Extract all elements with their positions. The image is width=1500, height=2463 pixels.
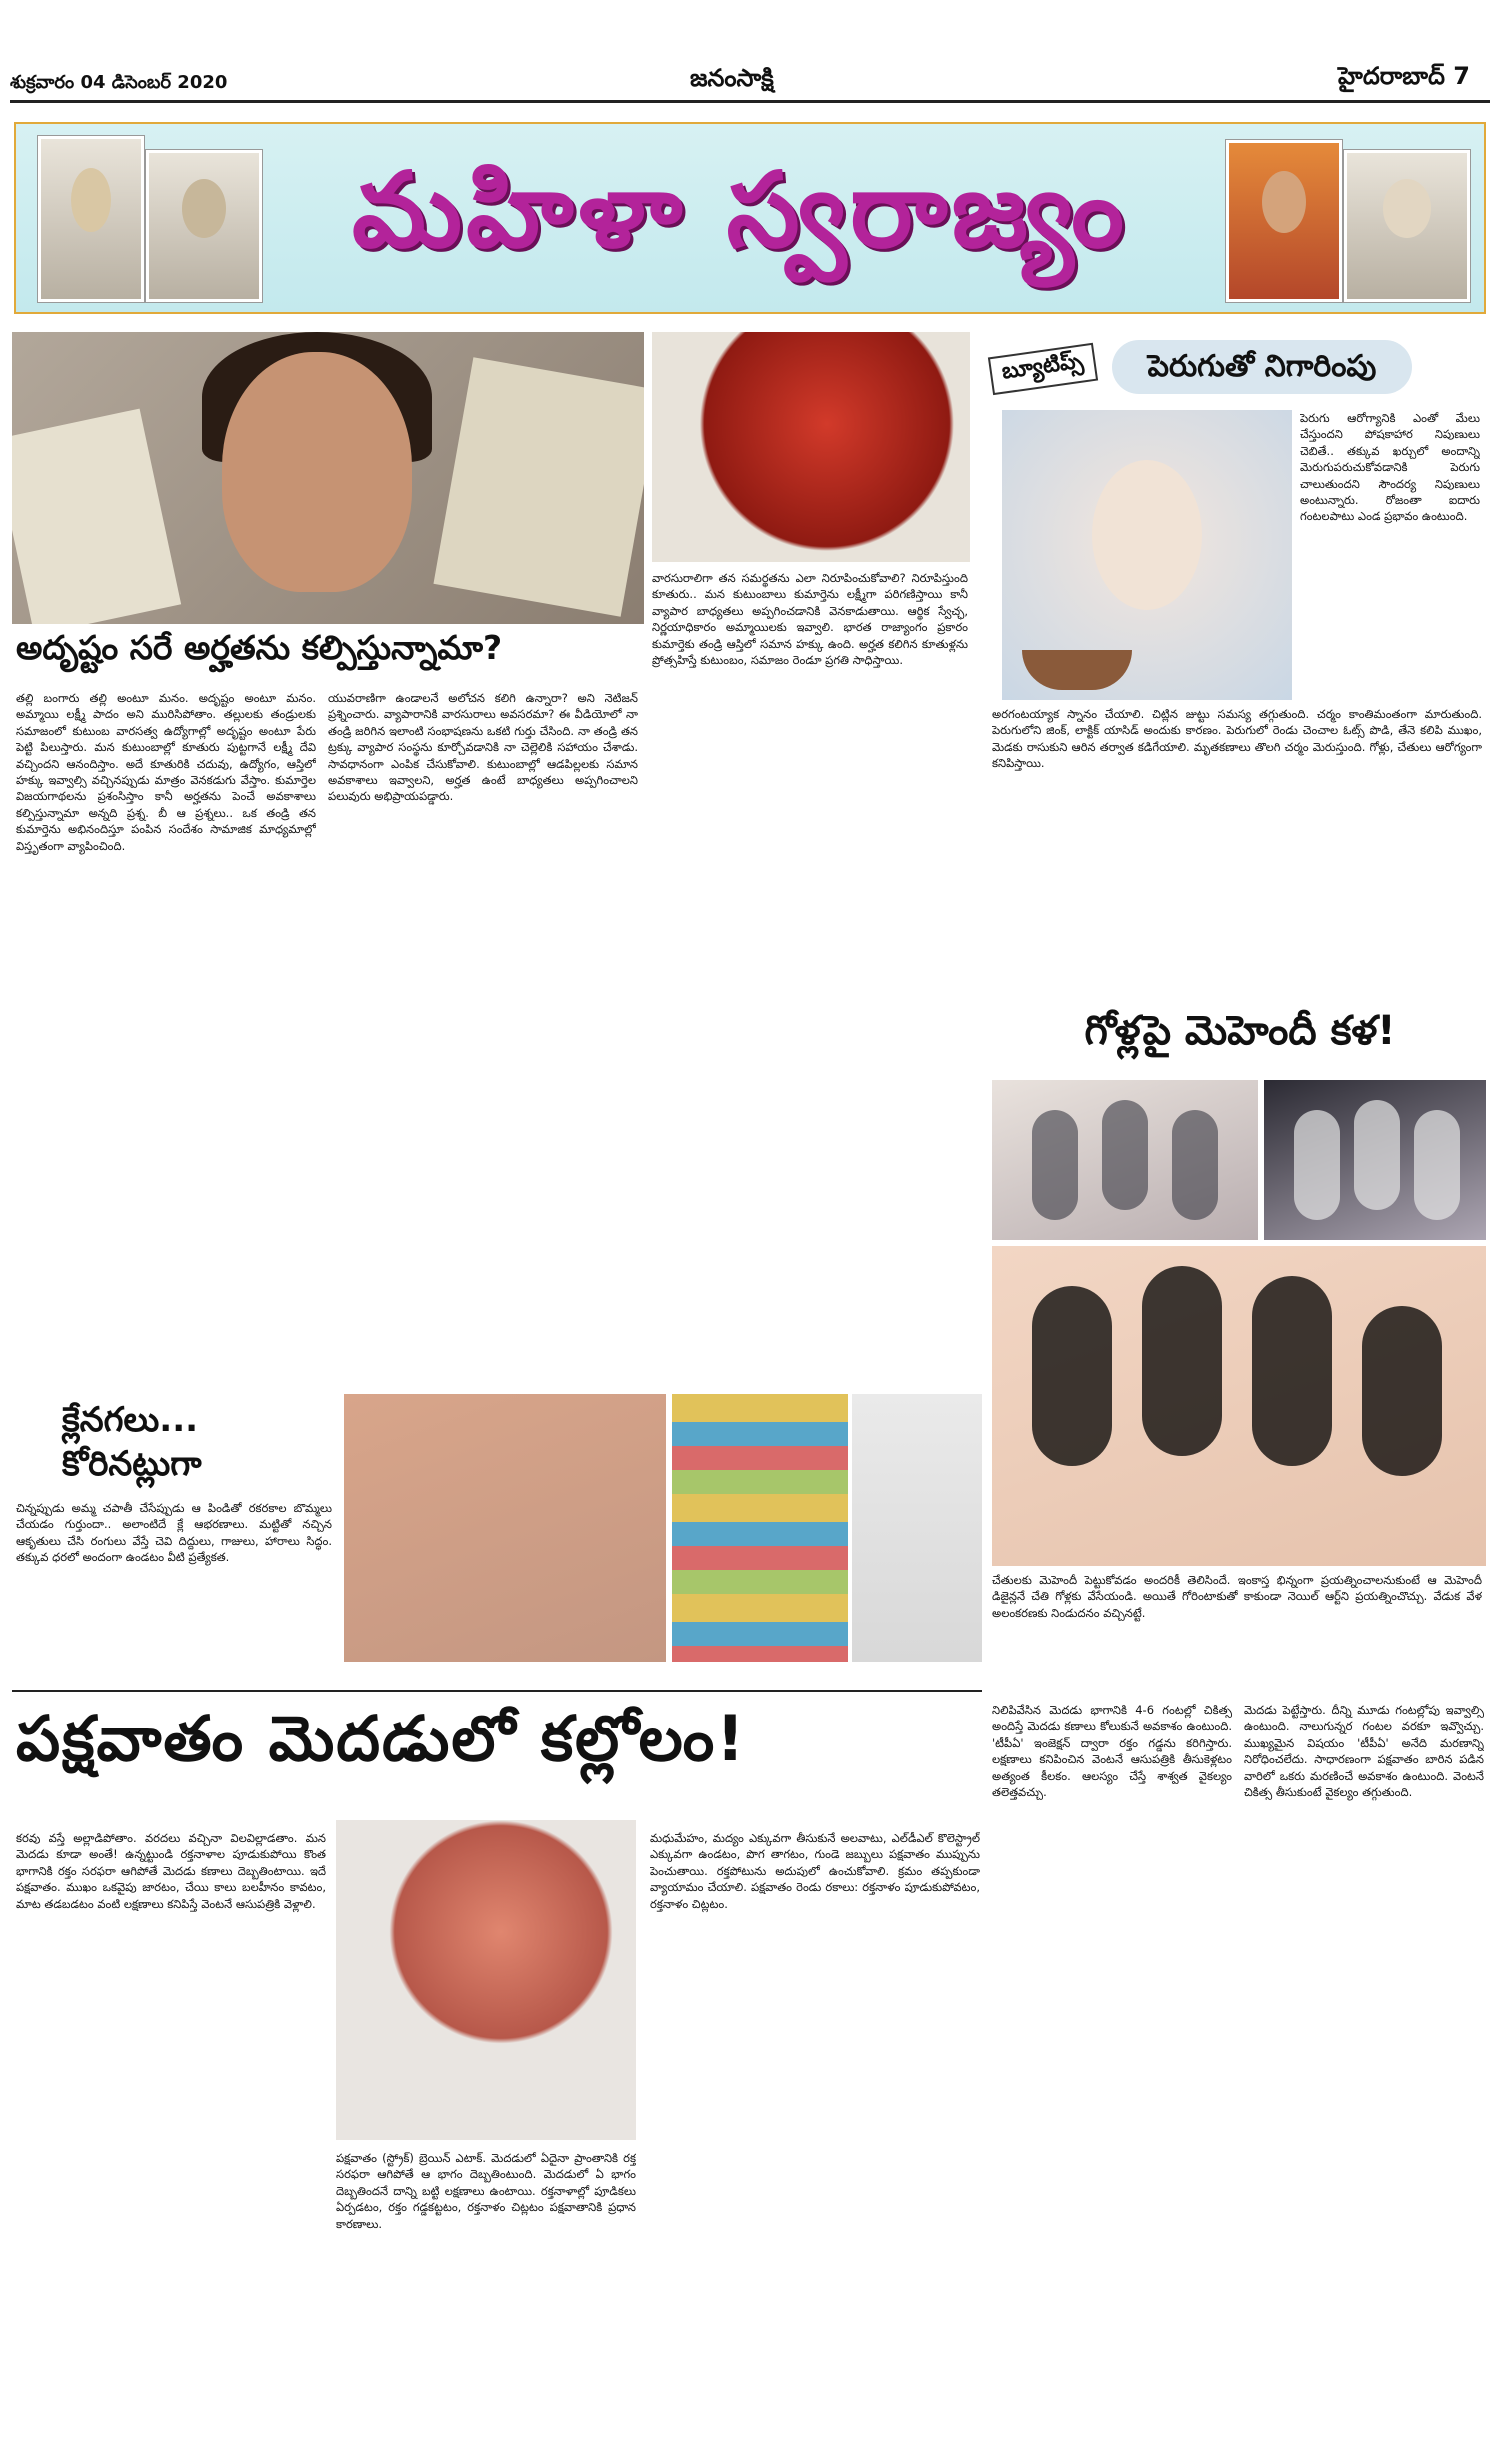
curd-bowl [1022,650,1132,690]
banner-title: మహిళా స్వరాజ్యం [352,149,1128,271]
article-stroke-col-1: కరవు వస్తే అల్లాడిపోతాం. వరదలు వచ్చినా విలవిల్లాడతాం. మన మెదడు కూడా అంతే! ఉన్నట్టుండి రక్తనాళాల పూడుకుపోయి కొంత భాగానికి రక్తం సరఫరా ఆగిపోతే మెదడు కణాలు దెబ్బతింటాయి. ఇదే పక్షవాతం. ముఖం ఒకవైపు జారటం, చేయి కాలు బలహీనం కావటం, మాట తడబడటం వంటి లక్షణాలు కనిపిస్తే వెంటనే ఆసుపత్రికి వెళ్లాలి. [16,1831,326,1911]
article-stroke-col-4: నిలిపివేసిన మెదడు భాగానికి 4-6 గంటల్లో చికిత్స అందిస్తే మెదడు కణాలు కోలుకునే అవకాశం ఉంటుంది. 'టీపీఏ' ఇంజెక్షన్ ద్వారా రక్తం గడ్డను కరిగిస్తారు. లక్షణాలు కనిపించిన వెంటనే ఆసుపత్రికి తీసుకెళ్లటం అత్యంత కీలకం. ఆలస్యం చేస్తే శాశ్వత వైకల్యం తలెత్తవచ్చు. [992,1703,1232,1800]
issue-date: శుక్రవారం 04 డిసెంబర్ 2020 [10,72,228,93]
beauty-body-text: అరగంటయ్యాక స్నానం చేయాలి. చిట్లిన జుట్టు సమస్య తగ్గుతుంది. చర్మం కాంతిమంతంగా మారుతుంది. పెరుగులోని జింక్, లాక్టిక్ యాసిడ్ అందుకు కారణం. పెరుగులో రెండు చెంచాల ఓట్స్ పొడి, తేనె కలిపి ముఖం, మెడకు రాసుకుని ఆరిన తర్వాత కడిగేయాలి. మృతకణాలు తొలగి చర్మం మెరుస్తుంది. గోళ్లు, చేతులు ఆరోగ్యంగా కనిపిస్తాయి. [992,707,1482,771]
clay-headline-line-1: క్లేనగలు... [62,1400,199,1440]
nails-text: చేతులకు మెహెందీ పెట్టుకోవడం అందరికీ తెలిసిందే. ఇంకాస్త భిన్నంగా ప్రయత్నించాలనుకుంటే ఆ మెహెందీ డిజైన్లనే చేతి గోళ్లకు వేసేయండి. అయితే గోరింటాకుతో కాకుండా నెయిల్ ఆర్ట్‌ని ప్రయత్నించొచ్చు. వేడుక వేళ అలంకరణకు నిండుదనం వచ్చినట్టే. [992,1573,1482,1620]
banknotes-left [12,409,181,624]
nail-art-photo-3 [992,1246,1486,1566]
beauty-side-text: పెరుగు ఆరోగ్యానికి ఎంతో మేలు చేస్తుందని పోషకాహార నిపుణులు చెబితే.. తక్కువ ఖర్చులో అందాన్ని మెరుగుపరుచుకోవడానికి పెరుగు చాలుతుందని సౌందర్య నిపుణులు అంటున్నారు. రోజంతా ఐదారు గంటలపాటు ఎండ ప్రభావం ఉంటుంది. [1300,411,1480,524]
clay-jewellery-text: చిన్నప్పుడు అమ్మ చపాతీ చేసేప్పుడు ఆ పిండితో రకరకాల బొమ్మలు చేయడం గుర్తుందా.. అలాంటిదే క్లే ఆభరణాలు. మట్టితో నచ్చిన ఆకృతులు చేసి రంగులు వేస్తే చెవి దిద్దులు, గాజులు, హారాలు సిద్ధం. తక్కువ ధరలో అందంగా ఉండటం వీటి ప్రత్యేకత. [16,1501,332,1565]
section-divider [12,1690,982,1692]
article-luck-col-1: తల్లి బంగారు తల్లి అంటూ మనం. అదృష్టం అంటూ మనం. అమ్మాయి లక్ష్మీ పాదం అని మురిసిపోతాం. తల్లులకు తండ్రులకు సమాజంలో కుటుంబ వారసత్వ ఉద్యోగాల్లో అదృష్టం అంటూ పేరు పెట్టి పిలుస్తారు. మన కుటుంబాల్లో కూతురు పుట్టగానే లక్ష్మీ దేవి వచ్చిందని ఆనందిస్తాం. అదే కూతురికి చదువు, ఉద్యోగం, ఆస్తిలో హక్కు ఇవ్వాల్సి వచ్చినప్పుడు మాత్రం వెనకడుగు వేస్తాం. కుమార్తెల విజయగాథలను ప్రశంసిస్తాం కానీ అర్హతను పెంచే అవకాశాలు కల్పిస్తున్నామా అన్నది ప్రశ్న. బీ ఆ ప్రశ్నలు.. ఒక తండ్రి తన కుమార్తెను అభినందిస్తూ పంపిన సందేశం సామాజిక మాధ్యమాల్లో విస్తృతంగా వ్యాపించింది. [16,691,316,853]
woman-face [1092,460,1202,610]
newspaper-logo: జనంసాక్షి [690,64,774,92]
header-divider [10,100,1490,103]
girl-with-money-photo [12,332,644,624]
article-luck-col-2: యువరాణిగా ఉండాలనే అలోచన కలిగి ఉన్నారా? అని నెటిజన్ ప్రశ్నించారు. వ్యాపారానికి వారసురాలు అవసరమా? ఈ వీడియోలో నా తండ్రి జరిగిన ఇలాంటి సంభాషణను ఒకటి గుర్తు చేసింది. నా తండ్రి తన ట్రక్కు వ్యాపార సంస్థను కూర్చోవడానికి నా చెల్లెలికి సహాయం చేశాడు. సావధానంగా ఎంపిక చేసుకోవాలి. కుటుంబాల్లో ఆడపిల్లలకు సమాన అవకాశాలు ఇవ్వాలని, అర్హత ఉంటే బాధ్యతలు అప్పగించాలని పలువురు అభిప్రాయపడ్డారు. [328,691,638,804]
woman-face-mask-photo [1002,410,1292,700]
portrait-1 [38,136,144,302]
nails-headline: గోళ్లపై మెహెందీ కళ! [1084,1008,1396,1054]
girl-face [222,352,412,592]
beauty-tips-tag: బ్యూటిప్స్ [988,343,1098,395]
nail-art-photo-1 [992,1080,1258,1240]
banknotes-right [433,357,644,616]
article-stroke-col-5: మెదడు పెట్టేస్తారు. దీన్ని మూడు గంటల్లోపు ఇవ్వాల్సి ఉంటుంది. నాలుగున్నర గంటల వరకూ ఇవ్వొచ్చు. ముఖ్యమైన విషయం 'టీపీఏ' అనేది మరణాన్ని నిరోధించలేదు. సాధారణంగా పక్షవాతం బారిన పడిన వారిలో ఒకరు మరణించే అవకాశం ఉంటుంది. వెంటనే చికిత్స తీసుకుంటే వైకల్యం తగ్గుతుంది. [1244,1703,1484,1800]
city-page-number: హైదరాబాద్ 7 [1338,62,1470,90]
article-headline-stroke: పక్షవాతం మెదడులో కల్లోలం! [16,1702,747,1775]
article-headline-luck: అదృష్టం సరే అర్హతను కల్పిస్తున్నామా? [16,628,503,667]
article-luck-col-3: వారసురాలిగా తన సమర్థతను ఎలా నిరూపించుకోవాలి? నిరూపిస్తుంది కూతురు.. మన కుటుంబాలు కుమార్తెను లక్ష్మీగా పరిగణిస్తాయి కానీ వ్యాపార బాధ్యతలు అప్పగించడానికి వెనకాడుతాయి. ఆర్థిక స్వేచ్ఛ, నిర్ణయాధికారం అమ్మాయిలకు ఇవ్వాలి. భారత రాజ్యాంగం ప్రకారం కుమార్తెకు తండ్రి ఆస్తిలో సమాన హక్కు ఉంది. అర్హత కలిగిన కూతుళ్లను ప్రోత్సహిస్తే కుటుంబం, సమాజం రెండూ ప్రగతి సాధిస్తాయి. [652,571,968,668]
clay-bangles-photo [672,1394,848,1662]
article-stroke-col-3: మధుమేహం, మద్యం ఎక్కువగా తీసుకునే అలవాటు, ఎల్‌డీఎల్ కొలెస్ట్రాల్ ఎక్కువగా ఉండటం, పొగ తాగటం, గుండె జబ్బులు పక్షవాతం ముప్పును పెంచుతాయి. రక్తపోటును అదుపులో ఉంచుకోవాలి. క్రమం తప్పకుండా వ్యాయామం చేయాలి. పక్షవాతం రెండు రకాలు: రక్తనాళం పూడుకుపోవటం, రక్తనాళం చిట్లటం. [650,1831,980,1911]
portrait-4 [1344,150,1470,302]
nail-art-photo-2 [1264,1080,1486,1240]
brain-illustration [336,1820,636,2140]
clay-necklace-photo [852,1394,982,1662]
portrait-3 [1226,140,1342,302]
beauty-headline: పెరుగుతో నిగారింపు [1112,340,1412,394]
red-ribbon-image [652,332,970,562]
clay-jewellery-headline [62,1398,312,1486]
ear-clay-earring-photo [344,1394,666,1662]
portrait-2 [146,150,262,302]
clay-headline-line-2: కోరినట్లుగా [62,1444,202,1484]
article-stroke-col-2: పక్షవాతం (స్ట్రోక్) బ్రెయిన్ ఎటాక్. మెదడులో ఏదైనా ప్రాంతానికి రక్త సరఫరా ఆగిపోతే ఆ భాగం దెబ్బతింటుంది. మెదడులో ఏ భాగం దెబ్బతిందనే దాన్ని బట్టి లక్షణాలు ఉంటాయి. రక్తనాళాల్లో పూడికలు ఏర్పడటం, రక్తం గడ్డకట్టటం, రక్తనాళం చిట్లటం పక్షవాతానికి ప్రధాన కారణాలు. [336,2151,636,2231]
